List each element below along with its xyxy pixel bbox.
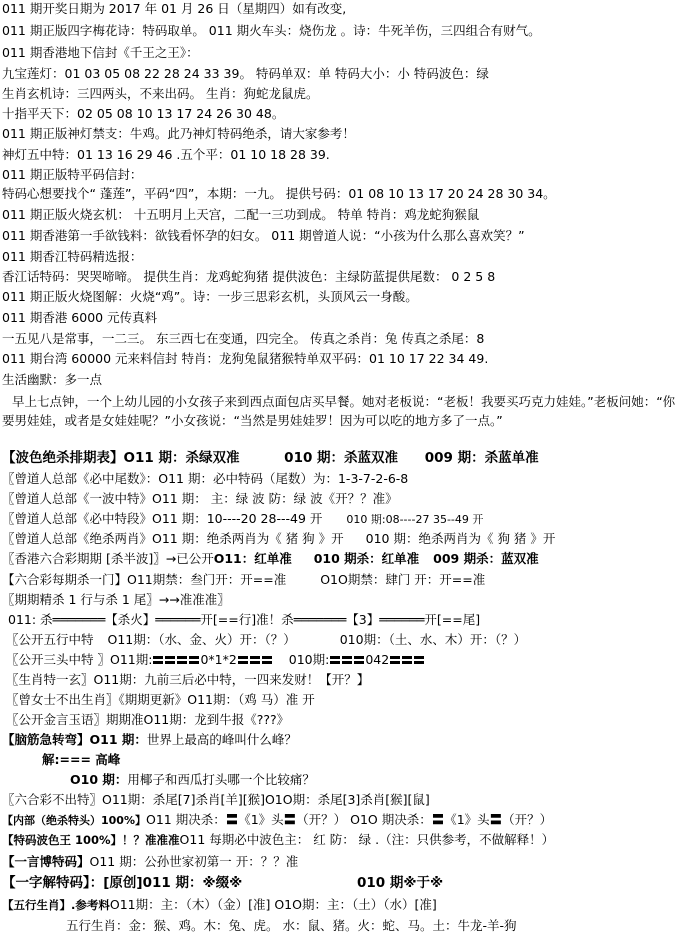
yizi-011: 011 期：※缀※ — [142, 875, 243, 891]
yiyan-value: O11 期：公孙世家初第一 开：？？准 — [89, 854, 299, 869]
inner-row — [2, 814, 552, 827]
text-line: 011 期香港 6000 元传真料 — [2, 310, 158, 325]
text-line: 生活幽默：多一点 — [2, 372, 103, 387]
three-011: 0*1*2 — [200, 652, 237, 667]
brain-label: 【脑筋急转弯】O11 期： — [2, 732, 147, 747]
text-line: 生肖玄机诗：三四两头，不来出码。 生肖：狗蛇龙鼠虎。 — [2, 86, 319, 101]
text-line: 011 期开奖日期为 2017 年 01 月 26 日（星期四）如有改变, — [2, 1, 347, 16]
wave-label: 【特码波色王 100%】！？准准准 — [2, 833, 180, 847]
color-kill-011: O11 期：杀绿双准 — [123, 450, 240, 466]
humor-story: 早上七点钟，一个上幼儿园的小女孩子来到西点面包店买早餐。她对老板说：“老板！我要买巧克力娃娃。”老板问她：“你要男娃娃，或者是女娃娃呢？”小女孩说：“当然是男娃娃罗！因为可以吃的地方多了一点。” — [2, 394, 676, 428]
one-door-row — [2, 574, 485, 587]
yiyan-label: 【一言博特码】 — [2, 854, 90, 869]
block-glyphs — [237, 654, 273, 667]
kill-part: ══════开[==尾] — [379, 612, 481, 627]
wave-row — [2, 834, 554, 847]
yiyan-row — [2, 856, 298, 869]
zeng-value: O11 期：10----20 28---49 开 — [152, 511, 323, 526]
zeng-value: O11 期： 主：绿 波 防：绿 波《开？？准》 — [152, 491, 398, 506]
five-011: O11期：（水、金、火）开：（？） — [107, 632, 296, 647]
five-label: 〖公开五行中特 — [6, 632, 94, 647]
inner-value: O11 期决杀：〓《1》头〓（开？） O1O 期决杀：〓《1》头〓（开？） — [145, 812, 553, 827]
block-glyphs — [389, 654, 425, 667]
wuxing-value: O11期：主：（木）（金）[准] O1O期：主：（土）（水）[准] — [109, 897, 437, 912]
three-row — [6, 654, 425, 667]
three-010: 042 — [365, 652, 390, 667]
kill-three: 【3】 — [346, 612, 380, 627]
zeng-update-row: 〖曾女士不出生肖〗《期期更新》O11期：（鸡 马）准 开 — [6, 692, 315, 707]
line-tail-row: 〖期期精杀 1 行与杀 1 尾〗→→准准准〗 — [2, 592, 230, 607]
text-line: 011 期香港第一手欲钱料：欲钱看怀孕的妇女。 011 期曾道人说：“小孩为什么那么喜欢笑？” — [2, 228, 525, 243]
text-line: 011 期正版火烧图解：火烧“鸡”。诗：一步三思彩玄机，头顶风云一身酸。 — [2, 289, 418, 304]
color-kill-row — [2, 452, 539, 466]
kill-row — [8, 614, 480, 627]
one-door-label: 【六合彩每期杀一门】O11期禁： — [2, 572, 191, 587]
three-010-label: 010期: — [288, 652, 330, 667]
color-kill-010: 010 期：杀蓝双准 — [284, 450, 399, 466]
one-door-011: 叁门开：开==准 — [190, 572, 287, 587]
zeng-value-010: 010 期：绝杀两肖为《 狗 猪 》开 — [365, 531, 556, 546]
zodiac-one-row — [6, 674, 369, 687]
wuxing-table-row: 五行生肖：金：猴、鸡。木：兔、虎。 水：鼠、猪。火：蛇、马。土：牛龙-羊-狗 — [66, 918, 517, 933]
text-line: 011 期香港地下信封《千王之王》： — [2, 45, 199, 60]
hk-kill-011: O11：红单准 — [213, 551, 292, 566]
yizi-label: 【一字解特码】：[原创] — [2, 875, 143, 891]
zeng-row — [2, 493, 398, 506]
hk-kill-009: 009 期杀：蓝双准 — [433, 551, 539, 566]
zodiac-one-label: 〖生肖特一玄〗O11期： — [6, 672, 145, 687]
five-row — [6, 634, 526, 647]
zeng-label: 〖曾道人总部《绝杀两肖》 — [2, 531, 153, 546]
zeng-row — [2, 533, 555, 546]
yizi-row — [2, 877, 443, 891]
gold-row: 〖公开金言玉语〗期期准O11期：龙到牛报《???》 — [6, 712, 290, 727]
brain-answer-label: 解:=== — [42, 752, 91, 767]
zeng-value: O11 期：必中特码（尾数）为：1-3-7-2-6-8 — [158, 471, 409, 486]
brain-answer-row — [42, 754, 120, 767]
text-line: 香江话特码：哭哭啼啼。 提供生肖：龙鸡蛇狗猪 提供波色：主绿防蓝提供尾数： 0 2 5 8 — [2, 269, 496, 284]
q010-label: O10 期： — [70, 772, 128, 787]
zodiac-one-value: 九前三后必中特，一四来发财！【开？】 — [144, 672, 370, 687]
zeng-label: 〖曾道人总部《一波中特》 — [2, 491, 153, 506]
text-line: 特码心想要找个“ 蓬莲”，平码“四”，本期：一九。 提供号码：01 08 10 13 17 20 24 28 30 34。 — [2, 186, 556, 201]
q010-question: 用椰子和西瓜打头哪一个比较痛？ — [127, 772, 315, 787]
zeng-value: O11 期：绝杀两肖为《 猪 狗 》开 — [152, 531, 344, 546]
zeng-label: 〖曾道人总部《必中尾数》： — [2, 471, 159, 486]
brain-answer: 高峰 — [95, 752, 121, 767]
hk-kill-row — [2, 553, 539, 566]
no-zodiac-row: 〖六合彩不出特〗O11期：杀尾[7]杀肖[羊][猴]O1O期：杀尾[3]杀肖[猴][鼠] — [2, 792, 430, 807]
zeng-row — [2, 473, 408, 486]
text-line: 011 期正版神灯禁支：牛鸡。此乃神灯特码绝杀，请大家参考！ — [2, 126, 355, 141]
text-line: 011 期正版火烧玄机： 十五明月上天宫，二配一三功到成。 特单 特肖：鸡龙蛇狗猴鼠 — [2, 207, 480, 222]
text-line: 011 期正版四字梅花诗：特码取单。 011 期火车头：烧伤龙 。诗：牛死羊伤，三四组合有财气。 — [2, 23, 541, 38]
wuxing-row — [2, 899, 437, 912]
text-line: 九宝莲灯：01 03 05 08 22 28 24 33 39。 特码单双：单 特码大小：小 特码波色：绿 — [2, 66, 489, 81]
five-010: 010期：（土、水、木）开：（？） — [339, 632, 527, 647]
kill-fire: 【杀火】 — [105, 612, 156, 627]
wave-value: O11 每期必中波色主： 红 防： 绿 .（注：只供参考，不做解释！） — [179, 832, 555, 847]
text-line: 神灯五中特：01 13 16 29 46 .五个平：01 10 18 28 39. — [2, 147, 330, 162]
three-label: 〖公开三头中特 〗O11期: — [6, 652, 153, 667]
zeng-row — [2, 513, 483, 526]
wuxing-label: 【五行生肖】.参考料 — [2, 898, 110, 912]
color-kill-label: 【波色绝杀排期表】 — [2, 450, 124, 466]
brain-question: 世界上最高的峰叫什么峰？ — [146, 732, 297, 747]
one-door-010: O1O期禁：肆门 开：开==准 — [320, 572, 486, 587]
color-kill-009: 009 期：杀蓝单准 — [424, 450, 539, 466]
zeng-label: 〖曾道人总部《必中特段》 — [2, 511, 153, 526]
text-line: 一五见八是常事，一二三。 东三西七在变通，四完全。 传真之杀肖：兔 传真之杀尾：8 — [2, 331, 485, 346]
text-line: 十指平天下：02 05 08 10 13 17 24 26 30 48。 — [2, 106, 285, 121]
zeng-value-010: 010 期:08----27 35--49 开 — [346, 513, 484, 526]
yizi-010: 010 期※于※ — [356, 875, 444, 891]
brain-row — [2, 734, 297, 747]
kill-part: 011: 杀═══════ — [8, 612, 106, 627]
hk-kill-label: 〖香港六合彩期期 [杀半波]〗→已公开 — [2, 551, 214, 566]
text-line: 011 期香江特码精选报： — [2, 249, 143, 264]
block-glyphs — [329, 654, 365, 667]
inner-label: 【内部（绝杀特头）100%】 — [2, 814, 146, 827]
kill-part: ══════开[==行]准！杀═══════ — [155, 612, 347, 627]
hk-kill-010: 010 期杀：红单准 — [313, 551, 420, 566]
text-line: 011 期台湾 60000 元来料信封 特肖：龙狗兔鼠猪猴特单双平码：01 10 17 22 34 49. — [2, 351, 489, 366]
text-line: 011 期正版特平码信封： — [2, 167, 143, 182]
q010-row — [70, 774, 315, 787]
block-glyphs — [152, 654, 200, 667]
